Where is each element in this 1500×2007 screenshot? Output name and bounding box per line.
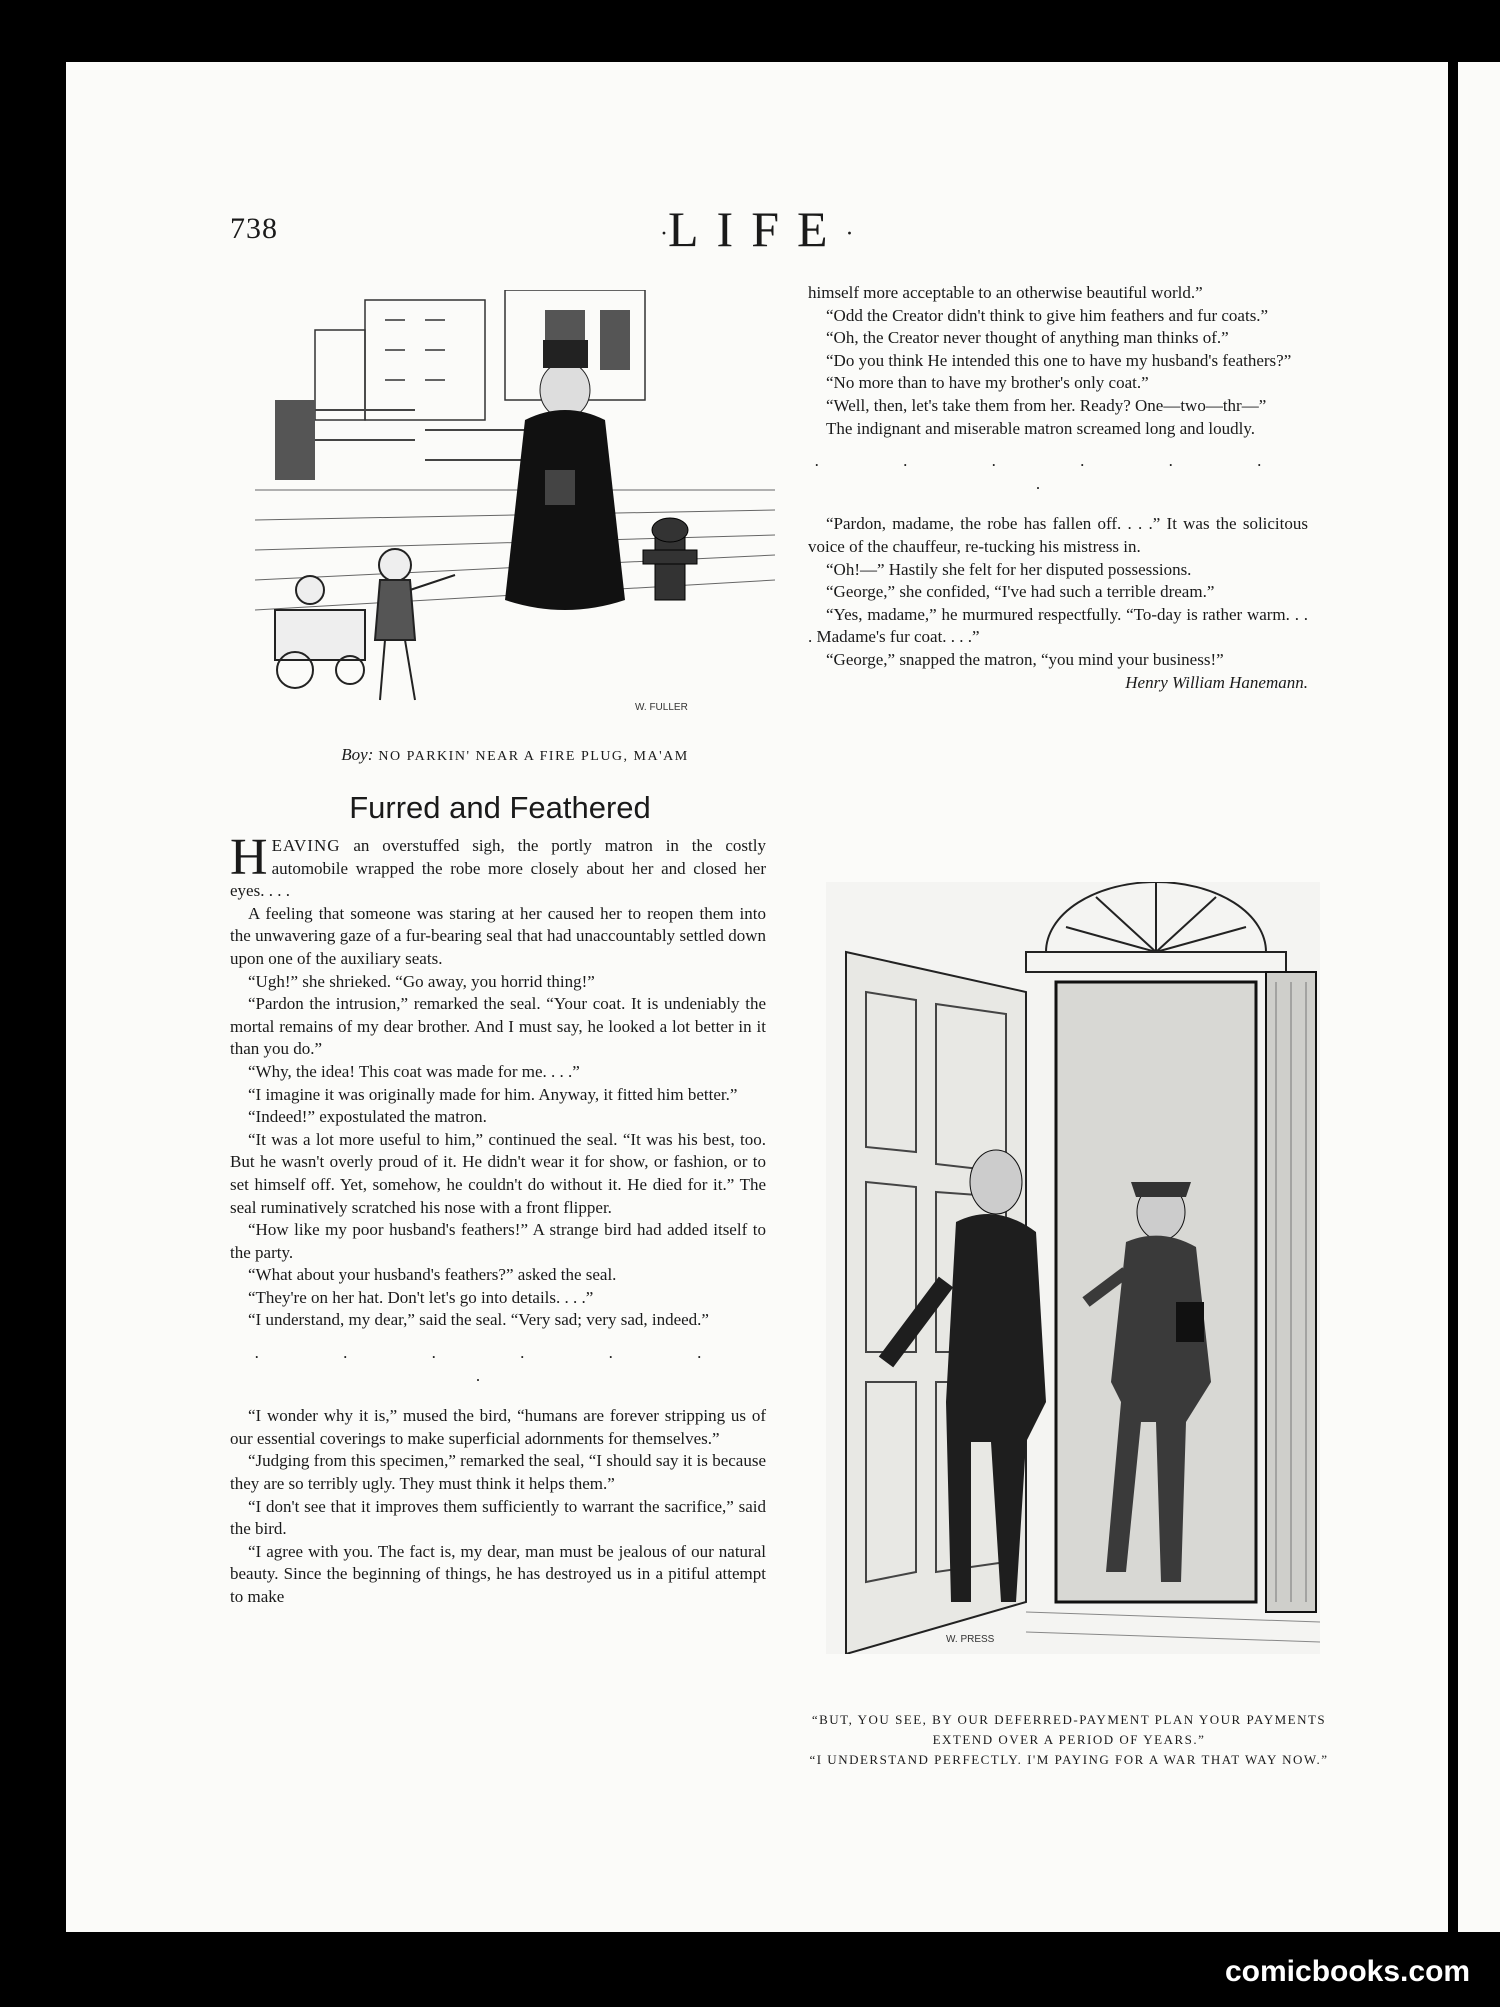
cartoon-top-caption (255, 745, 775, 765)
masthead-dot-left: · (660, 221, 668, 248)
story-paragraph: “Indeed!” expostulated the matron. (248, 1107, 487, 1127)
cartoon-bottom-signature: W. PRESS (946, 1634, 995, 1645)
masthead (660, 200, 854, 258)
caption-line-1: “BUT, YOU SEE, BY OUR DEFERRED-PAYMENT PLAN YOUR PAYMENTS EXTEND OVER A PERIOD OF YEARS.” (811, 1712, 1327, 1747)
masthead-title: LIFE (668, 201, 846, 257)
story-paragraph: an overstuffed sigh, the portly matron in the costly automobile wrapped the robe more closely about her and closed her eyes. . . . (230, 836, 766, 901)
story-paragraph: “It was a lot more useful to him,” continued the seal. “It was his best, too. But he wasn't overly proud of it. He didn't wear it for show, or fashion, or to set himself off. Yet, somehow, he couldn't do without it. He died for it.” The seal ruminatively scratched his nose with a front flipper. (230, 1129, 766, 1217)
story-paragraph: “Well, then, let's take them from her. Ready? One—two—thr—” (826, 395, 1267, 415)
story-left-column (230, 829, 766, 1609)
lead-caps: EAVING (271, 836, 341, 855)
story-paragraph: “What about your husband's feathers?” asked the seal. (248, 1265, 617, 1285)
story-paragraph: “Odd the Creator didn't think to give him feathers and fur coats.” (826, 305, 1269, 325)
byline: Henry William Hanemann. (1125, 672, 1308, 692)
story-paragraph: “I understand, my dear,” said the seal. “Very sad; very sad, indeed.” (248, 1310, 709, 1330)
story-paragraph: “Do you think He intended this one to have my husband's feathers?” (826, 350, 1292, 370)
story-paragraph: The indignant and miserable matron screamed long and loudly. (826, 418, 1255, 438)
section-break: . . . . . . . (254, 1343, 742, 1385)
doorway-cartoon-illustration (826, 882, 1320, 1654)
story-paragraph: “I wonder why it is,” mused the bird, “humans are forever stripping us of our essential coverings to make superficial adornments for themselves.” (230, 1406, 766, 1448)
cartoon-top-signature: W. FULLER (635, 702, 688, 713)
section-break: . . . . . . . (814, 451, 1302, 493)
story-paragraph-lead (230, 829, 766, 903)
story-paragraph: “George,” snapped the matron, “you mind your business!” (826, 649, 1224, 669)
drop-cap: H (230, 829, 268, 886)
story-right-column (808, 282, 1308, 694)
story-paragraph: “Why, the idea! This coat was made for me. . . .” (248, 1061, 580, 1081)
story-paragraph: “I don't see that it improves them sufficiently to warrant the sacrifice,” said the bird. (230, 1496, 766, 1539)
story-paragraph: “No more than to have my brother's only coat.” (826, 373, 1149, 393)
story-paragraph: “Pardon, madame, the robe has fallen off. . . .” It was the solicitous voice of the chauffeur, re-tucking his mistress in. (808, 514, 1308, 556)
story-paragraph: “Ugh!” she shrieked. “Go away, you horrid thing!” (248, 971, 595, 991)
caption-speaker: Boy: (341, 745, 374, 764)
caption-line-2: “I UNDERSTAND PERFECTLY. I'M PAYING FOR A WAR THAT WAY NOW.” (809, 1752, 1329, 1767)
story-paragraph: “How like my poor husband's feathers!” A strange bird had added itself to the party. (230, 1220, 766, 1262)
story-paragraph: “I imagine it was originally made for him. Anyway, it fitted him better.” (248, 1084, 738, 1104)
watermark: comicbooks.com (1225, 1955, 1471, 1988)
story-paragraph: “Judging from this specimen,” remarked the seal, “I should say it is because they are so terribly ugly. They must think it helps them.” (230, 1451, 766, 1494)
story-paragraph: A feeling that someone was staring at her caused her to reopen them into the unwavering gaze of a fur-bearing seal that had unaccountably settled down upon one of the auxiliary seats. (230, 903, 766, 968)
story-paragraph: himself more acceptable to an otherwise beautiful world.” (808, 283, 1203, 302)
story-paragraph: “I agree with you. The fact is, my dear, man must be jealous of our natural beauty. Since the beginning of things, he has destroyed us in a pitiful attempt to make (230, 1541, 766, 1606)
page-number: 738 (230, 212, 278, 245)
story-paragraph: “George,” she confided, “I've had such a terrible dream.” (826, 582, 1215, 602)
facing-page-edge (1448, 62, 1500, 1932)
story-paragraph: “They're on her hat. Don't let's go into details. . . .” (248, 1287, 594, 1307)
story-paragraph: “Oh!—” Hastily she felt for her disputed possessions. (826, 559, 1192, 579)
caption-text: NO PARKIN' NEAR A FIRE PLUG, MA'AM (378, 749, 689, 764)
story-paragraph: “Yes, madame,” he murmured respectfully. “To-day is rather warm. . . . Madame's fur coat. . . .” (808, 604, 1308, 647)
story-paragraph: “Oh, the Creator never thought of anything man thinks of.” (826, 328, 1229, 348)
story-paragraph: “Pardon the intrusion,” remarked the seal. “Your coat. It is undeniably the mortal remains of my dear brother. And I must say, he looked a lot better in it than you do.” (230, 994, 766, 1059)
masthead-dot-right: · (845, 221, 854, 248)
story-title: Furred and Feathered (349, 790, 651, 825)
street-cartoon-illustration (255, 290, 775, 720)
cartoon-bottom-caption (808, 1710, 1330, 1770)
